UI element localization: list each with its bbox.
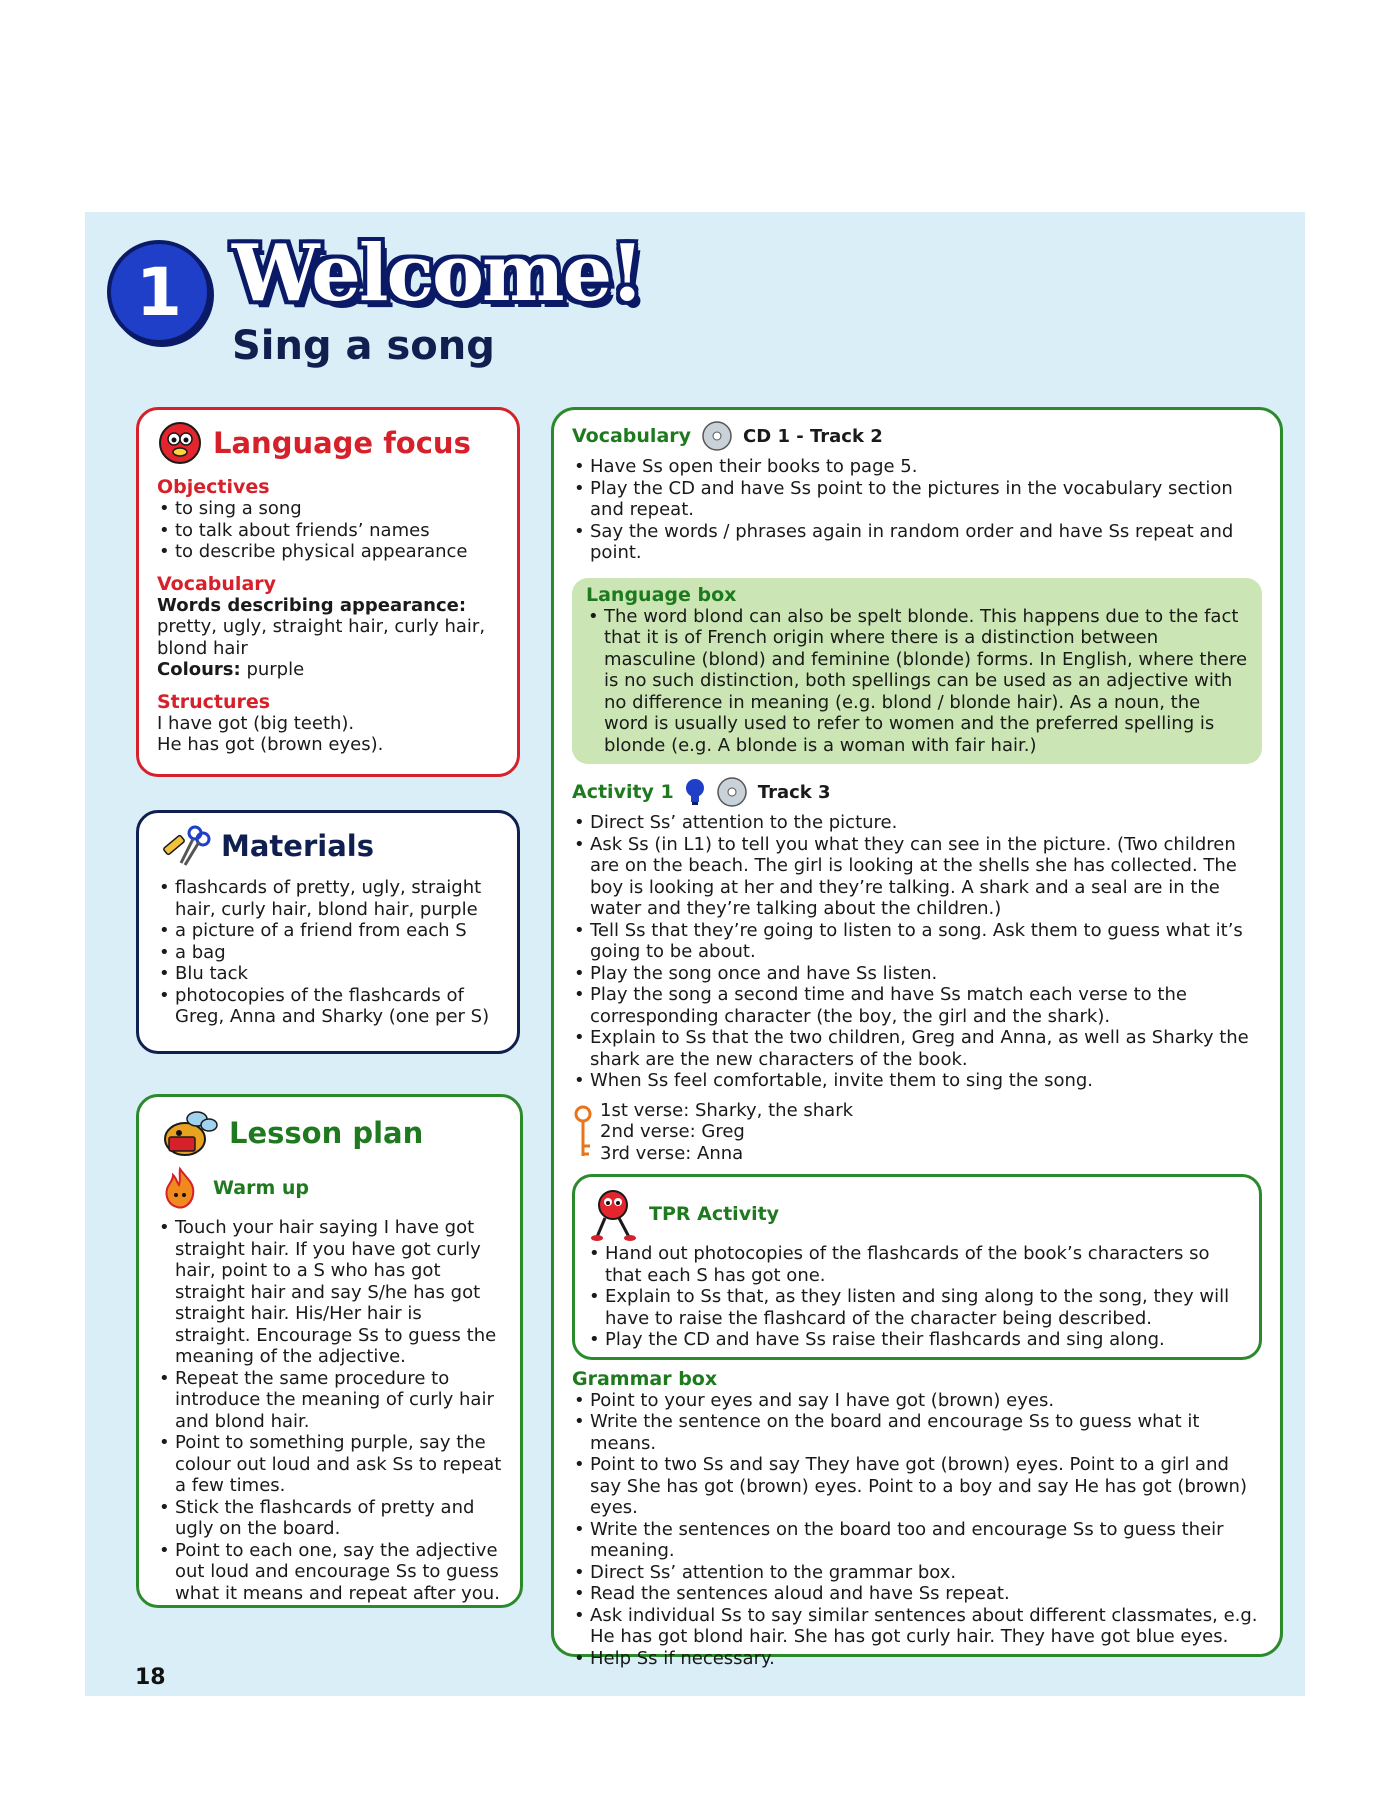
structure-line: I have got (big teeth). bbox=[157, 712, 355, 734]
activity1-heading: Activity 1 bbox=[572, 781, 674, 803]
list-item: • Point to two Ss and say They have got (brown) eyes. Point to a girl and say She has got (brown) eyes. Point to a boy and say He has got (brown) eyes. bbox=[572, 1454, 1262, 1519]
language-box bbox=[572, 578, 1262, 765]
list-item: • Play the CD and have Ss point to the pictures in the vocabulary section and repeat. bbox=[572, 478, 1262, 521]
list-item: • Write the sentences on the board too and encourage Ss to guess their meaning. bbox=[572, 1519, 1262, 1562]
list-item: • Point to something purple, say the colour out loud and ask Ss to repeat a few times. bbox=[157, 1432, 502, 1497]
language-focus-title: Language focus bbox=[213, 426, 471, 460]
list-item: • Repeat the same procedure to introduce the meaning of curly hair and blond hair. bbox=[157, 1368, 502, 1433]
list-item: • flashcards of pretty, ugly, straight hair, curly hair, blond hair, purple bbox=[157, 877, 499, 920]
tpr-activity-box bbox=[572, 1174, 1262, 1360]
cd-icon bbox=[716, 776, 748, 808]
list-item: • Explain to Ss that the two children, Greg and Anna, as well as Sharky the shark are the new characters of the book. bbox=[572, 1027, 1262, 1070]
warm-up-list bbox=[157, 1217, 502, 1604]
colours-label: Colours: bbox=[157, 659, 241, 680]
vocab-label: Words describing appearance: bbox=[157, 594, 467, 616]
list-item: • Read the sentences aloud and have Ss repeat. bbox=[572, 1583, 1262, 1605]
list-item: • Hand out photocopies of the flashcards of the book’s characters so that each S has got one. bbox=[587, 1243, 1247, 1286]
list-item: • Ask individual Ss to say similar sentences about different classmates, e.g. He has got blond hair. She has got curly hair. They have got blue eyes. bbox=[572, 1605, 1262, 1648]
language-box-list bbox=[586, 606, 1248, 757]
activity1-steps bbox=[572, 812, 1262, 1092]
colours-value: purple bbox=[240, 659, 305, 680]
vocabulary-track: CD 1 - Track 2 bbox=[743, 425, 883, 447]
list-item: • Tell Ss that they’re going to listen to a song. Ask them to guess what it’s going to be about. bbox=[572, 920, 1262, 963]
vocabulary-section-heading: Vocabulary bbox=[572, 425, 692, 447]
vocabulary-heading: Vocabulary bbox=[157, 572, 277, 595]
bee-mascot-icon bbox=[157, 1107, 219, 1159]
verse-line: 1st verse: Sharky, the shark bbox=[600, 1099, 854, 1121]
scissors-glue-icon bbox=[157, 823, 211, 869]
list-item: • Direct Ss’ attention to the picture. bbox=[572, 812, 1262, 834]
structures-heading: Structures bbox=[157, 690, 271, 713]
warm-up-heading: Warm up bbox=[213, 1177, 310, 1199]
list-item: • Help Ss if necessary. bbox=[572, 1648, 1262, 1670]
materials-title: Materials bbox=[221, 829, 374, 863]
objectives-heading: Objectives bbox=[157, 476, 270, 498]
list-item: • Play the song once and have Ss listen. bbox=[572, 963, 1262, 985]
objectives-list bbox=[157, 498, 499, 563]
unit-number-badge: 1 bbox=[107, 240, 211, 344]
running-mascot-icon bbox=[587, 1185, 639, 1243]
list-item: • to talk about friends’ names bbox=[157, 520, 499, 542]
cd-icon bbox=[701, 420, 733, 452]
list-item: • Blu tack bbox=[157, 963, 499, 985]
key-icon bbox=[572, 1100, 594, 1165]
list-item: • a picture of a friend from each S bbox=[157, 920, 499, 942]
list-item: • Direct Ss’ attention to the grammar box. bbox=[572, 1562, 1262, 1584]
grammar-steps bbox=[572, 1390, 1262, 1670]
language-box-heading: Language box bbox=[586, 583, 737, 606]
list-item: • Write the sentence on the board and encourage Ss to guess what it means. bbox=[572, 1411, 1262, 1454]
structure-line: He has got (brown eyes). bbox=[157, 734, 384, 755]
list-item: • The word blond can also be spelt blonde. This happens due to the fact that it is of French origin where there is a distinction between masculine (blond) and feminine (blonde) forms. In English, where there is no such distinction, both spellings can be used as an adjective with no difference in meaning (e.g. blond / blonde hair). As a noun, the word is usually used to refer to women and the preferred spelling is blonde (e.g. A blonde is a woman with fair hair.) bbox=[586, 606, 1248, 757]
vocabulary-steps bbox=[572, 456, 1262, 564]
procedure-box bbox=[551, 407, 1283, 1669]
materials-box bbox=[136, 810, 520, 1054]
tpr-steps bbox=[587, 1243, 1247, 1351]
lesson-plan-title: Lesson plan bbox=[229, 1116, 424, 1150]
list-item: • a bag bbox=[157, 942, 499, 964]
activity1-track: Track 3 bbox=[757, 781, 831, 803]
tpr-heading: TPR Activity bbox=[649, 1203, 780, 1225]
materials-list bbox=[157, 877, 499, 1028]
list-item: • photocopies of the flashcards of Greg, Anna and Sharky (one per S) bbox=[157, 985, 499, 1028]
unit-subtitle: Sing a song bbox=[232, 323, 495, 369]
list-item: • Ask Ss (in L1) to tell you what they can see in the picture. (Two children are on the beach. The girl is looking at the shells she has collected. The boy is looking at her and they’re talking. A shark and a seal are in the water and they’re talking about the children.) bbox=[572, 834, 1262, 920]
mascot-face-icon bbox=[157, 420, 203, 466]
verse-line: 3rd verse: Anna bbox=[600, 1142, 744, 1164]
list-item: • to describe physical appearance bbox=[157, 541, 499, 563]
verse-line: 2nd verse: Greg bbox=[600, 1121, 745, 1142]
lightbulb-icon bbox=[684, 777, 706, 807]
language-focus-box bbox=[136, 407, 520, 777]
list-item: • Play the CD and have Ss raise their flashcards and sing along. bbox=[587, 1329, 1247, 1351]
list-item: • Say the words / phrases again in random order and have Ss repeat and point. bbox=[572, 521, 1262, 564]
list-item: • Touch your hair saying I have got straight hair. If you have got curly hair, point to a S who has got straight hair and say S/he has got straight hair. His/Her hair is straight. Encourage Ss to guess the meaning of the adjective. bbox=[157, 1217, 502, 1368]
list-item: • to sing a song bbox=[157, 498, 499, 520]
list-item: • Point to your eyes and say I have got (brown) eyes. bbox=[572, 1390, 1262, 1412]
list-item: • Explain to Ss that, as they listen and sing along to the song, they will have to raise the flashcard of the character being described. bbox=[587, 1286, 1247, 1329]
flame-icon bbox=[157, 1165, 203, 1211]
list-item: • Have Ss open their books to page 5. bbox=[572, 456, 1262, 478]
list-item: • Point to each one, say the adjective out loud and encourage Ss to guess what it means and repeat after you. bbox=[157, 1540, 502, 1605]
list-item: • When Ss feel comfortable, invite them to sing the song. bbox=[572, 1070, 1262, 1092]
verse-key bbox=[572, 1100, 1262, 1165]
page-number: 18 bbox=[135, 1665, 166, 1690]
grammar-box-heading: Grammar box bbox=[572, 1367, 718, 1390]
lesson-plan-box bbox=[136, 1094, 523, 1608]
unit-title: Welcome! bbox=[232, 228, 643, 319]
list-item: • Play the song a second time and have Ss match each verse to the corresponding character (the boy, the girl and the shark). bbox=[572, 984, 1262, 1027]
list-item: • Stick the flashcards of pretty and ugly on the board. bbox=[157, 1497, 502, 1540]
vocab-words: pretty, ugly, straight hair, curly hair, blond hair bbox=[157, 616, 486, 659]
